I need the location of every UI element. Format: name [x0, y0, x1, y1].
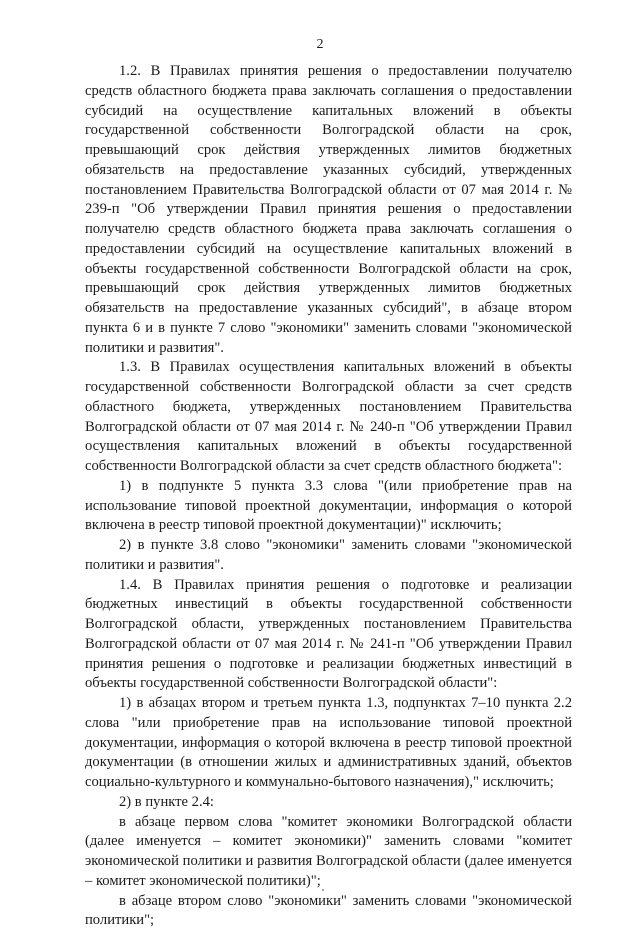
paragraph-1-2: 1.2. В Правилах принятия решения о предоставлении получателю средств областного бюджета права заключать соглашения о предоставлении субсидий на осуществление капитальных вложений в объекты государственной собственности Волгоградской области на срок, превышающий срок действия утвержденных лимитов бюджетных обязательств на предоставление указанных субсидий, утвержденных постановлением Правительства Волгоградской области от 07 мая 2014 г. № 239-п "Об утверждении Правил принятия решения о предоставлении получателю средств областного бюджета права заключать соглашения о предоставлении субсидий на осуществление капитальных вложений в объекты государственной собственности Волгоградской области на срок, превышающий срок действия утвержденных лимитов бюджетных обязательств на предоставление указанных субсидий", в абзаце втором пункта 6 и в пункте 7 слово "экономики" заменить словами "экономической политики и развития".: [85, 62, 572, 358]
scan-speck: [322, 889, 324, 891]
paragraph-1-4-item-1: 1) в абзацах втором и третьем пункта 1.3, подпунктах 7–10 пункта 2.2 слова "или приобретение прав на использование типовой проектной документации, информация о которой включена в реестр типовой проектной документации (в отношении жилых и административных зданий, объектов социально-культурного и коммунально-бытового назначения)," исключить;: [85, 694, 572, 793]
paragraph-1-4: 1.4. В Правилах принятия решения о подготовке и реализации бюджетных инвестиций в объекты государственной собственности Волгоградской области, утвержденных постановлением Правительства Волгоградской области от 07 мая 2014 г. № 241-п "Об утверждении Правил принятия решения о подготовке и реализации бюджетных инвестиций в объекты государственной собственности Волгоградской области":: [85, 576, 572, 695]
paragraph-1-3-item-1: 1) в подпункте 5 пункта 3.3 слова "(или приобретение прав на использование типовой проектной документации, информация о которой включена в реестр типовой проектной документации)" исключить;: [85, 477, 572, 536]
paragraph-1-3: 1.3. В Правилах осуществления капитальных вложений в объекты государственной собственности Волгоградской области за счет средств областного бюджета, утвержденных постановлением Правительства Волгоградской области от 07 мая 2014 г. № 240-п "Об утверждении Правил осуществления капитальных вложений в объекты государственной собственности Волгоградской области за счет средств областного бюджета":: [85, 358, 572, 477]
paragraph-1-3-item-2: 2) в пункте 3.8 слово "экономики" заменить словами "экономической политики и развития".: [85, 536, 572, 576]
paragraph-1-4-item-2-abz-2: в абзаце втором слово "экономики" заменить словами "экономической политики";: [85, 892, 572, 931]
document-body: [85, 62, 572, 931]
paragraph-1-4-item-2-abz-1: в абзаце первом слова "комитет экономики Волгоградской области (далее именуется – комитет экономики)" заменить словами "комитет экономической политики и развития Волгоградской области (далее именуется – комитет экономической политики)";: [85, 813, 572, 892]
page-number: 2: [0, 36, 640, 54]
paragraph-1-4-item-2: 2) в пункте 2.4:: [85, 793, 572, 813]
